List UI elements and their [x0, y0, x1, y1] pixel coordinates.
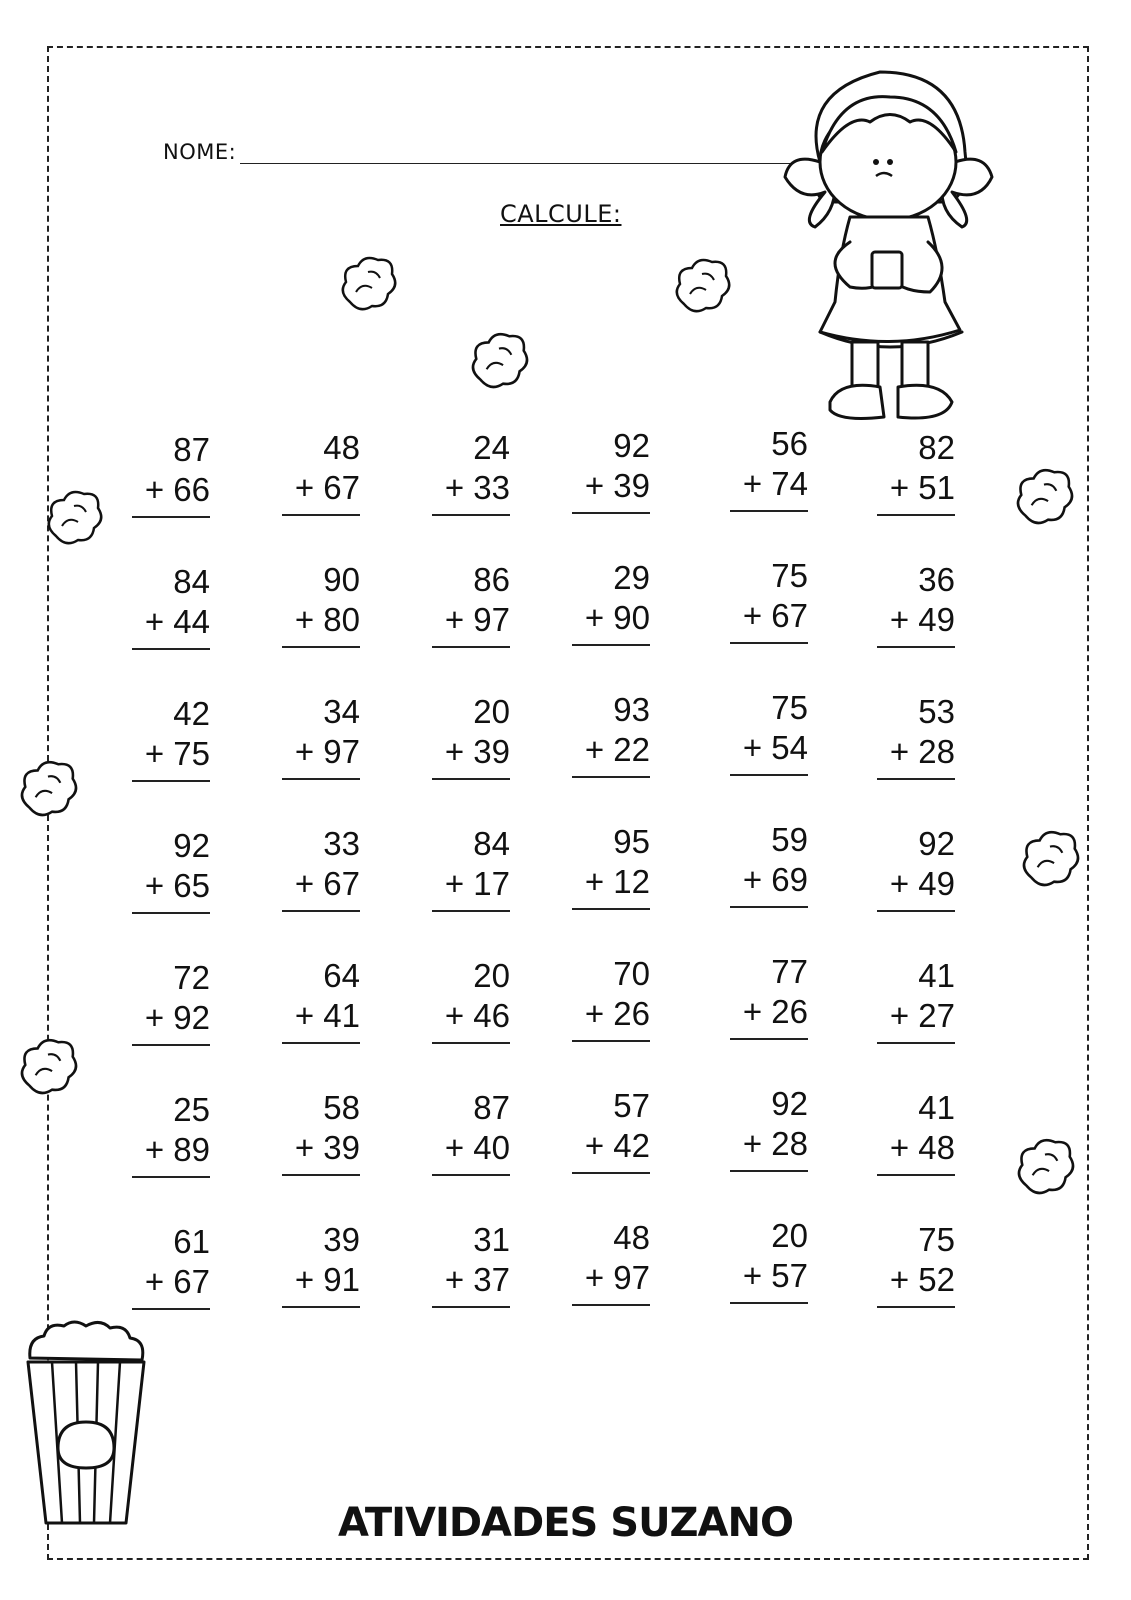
addition-problem: [282, 956, 360, 1044]
problem-grid: [132, 425, 982, 1354]
addition-problem: [132, 1090, 210, 1178]
answer-line[interactable]: [132, 780, 210, 782]
addition-problem: [730, 424, 808, 512]
addition-problem: [877, 692, 955, 780]
answer-line[interactable]: [132, 912, 210, 914]
answer-line[interactable]: [730, 774, 808, 776]
girl-illustration-icon: [780, 52, 1000, 432]
addend-top: 92: [771, 1085, 808, 1122]
addend-bottom: + 67: [742, 597, 808, 634]
addition-problem: [730, 820, 808, 908]
answer-line[interactable]: [282, 646, 360, 648]
addition-problem: [432, 428, 510, 516]
addend-bottom: + 39: [444, 733, 510, 770]
problem-row: [132, 1217, 982, 1354]
answer-line[interactable]: [730, 1302, 808, 1304]
addition-problem: [572, 426, 650, 514]
answer-line[interactable]: [432, 1042, 510, 1044]
addend-bottom: + 17: [444, 865, 510, 902]
addend-top: 58: [323, 1089, 360, 1126]
addend-bottom: + 67: [294, 865, 360, 902]
addend-bottom: + 12: [584, 863, 650, 900]
addition-problem: [132, 562, 210, 650]
addition-problem: [572, 954, 650, 1042]
addition-problem: [132, 1222, 210, 1310]
problem-row: [132, 821, 982, 958]
popcorn-icon: [44, 486, 106, 550]
addend-bottom: + 28: [742, 1125, 808, 1162]
addend-top: 87: [473, 1089, 510, 1126]
answer-line[interactable]: [432, 1306, 510, 1308]
addend-bottom: + 52: [889, 1261, 955, 1298]
addend-bottom: + 97: [584, 1259, 650, 1296]
popcorn-icon: [338, 252, 400, 316]
addend-top: 82: [918, 429, 955, 466]
addition-problem: [132, 826, 210, 914]
addend-bottom: + 27: [889, 997, 955, 1034]
problem-row: [132, 425, 982, 562]
popcorn-icon: [672, 254, 734, 318]
addend-bottom: + 75: [144, 735, 210, 772]
addend-top: 87: [173, 431, 210, 468]
addition-problem: [432, 692, 510, 780]
addend-bottom: + 40: [444, 1129, 510, 1166]
addend-bottom: + 49: [889, 601, 955, 638]
addend-bottom: + 91: [294, 1261, 360, 1298]
answer-line[interactable]: [572, 1304, 650, 1306]
addend-top: 25: [173, 1091, 210, 1128]
name-answer-line[interactable]: [240, 163, 800, 164]
addend-top: 31: [473, 1221, 510, 1258]
addend-top: 20: [473, 693, 510, 730]
addend-bottom: + 39: [294, 1129, 360, 1166]
addend-top: 84: [173, 563, 210, 600]
answer-line[interactable]: [877, 1174, 955, 1176]
addend-top: 59: [771, 821, 808, 858]
answer-line[interactable]: [282, 778, 360, 780]
addition-problem: [282, 692, 360, 780]
addend-top: 70: [613, 955, 650, 992]
addend-top: 36: [918, 561, 955, 598]
addend-top: 42: [173, 695, 210, 732]
addend-top: 61: [173, 1223, 210, 1260]
addend-top: 75: [771, 557, 808, 594]
addition-problem: [282, 560, 360, 648]
addend-bottom: + 90: [584, 599, 650, 636]
addition-problem: [282, 1220, 360, 1308]
addend-bottom: + 46: [444, 997, 510, 1034]
addend-top: 77: [771, 953, 808, 990]
addend-top: 92: [613, 427, 650, 464]
answer-line[interactable]: [730, 906, 808, 908]
addend-bottom: + 49: [889, 865, 955, 902]
popcorn-icon: [16, 1034, 82, 1100]
addend-top: 92: [918, 825, 955, 862]
answer-line[interactable]: [572, 776, 650, 778]
addend-top: 92: [173, 827, 210, 864]
addition-problem: [432, 1220, 510, 1308]
answer-line[interactable]: [572, 908, 650, 910]
addend-top: 34: [323, 693, 360, 730]
answer-line[interactable]: [877, 910, 955, 912]
addition-problem: [282, 1088, 360, 1176]
addend-top: 56: [771, 425, 808, 462]
answer-line[interactable]: [877, 1042, 955, 1044]
addend-bottom: + 41: [294, 997, 360, 1034]
addition-problem: [572, 690, 650, 778]
answer-line[interactable]: [432, 1174, 510, 1176]
addition-problem: [730, 688, 808, 776]
addend-top: 24: [473, 429, 510, 466]
addend-top: 57: [613, 1087, 650, 1124]
answer-line[interactable]: [282, 514, 360, 516]
addition-problem: [730, 952, 808, 1040]
addition-problem: [132, 694, 210, 782]
addition-problem: [877, 1088, 955, 1176]
addend-bottom: + 89: [144, 1131, 210, 1168]
answer-line[interactable]: [282, 1042, 360, 1044]
answer-line[interactable]: [132, 1308, 210, 1310]
popcorn-icon: [1018, 826, 1084, 892]
problem-row: [132, 557, 982, 694]
answer-line[interactable]: [572, 644, 650, 646]
addend-bottom: + 26: [584, 995, 650, 1032]
addend-bottom: + 67: [144, 1263, 210, 1300]
answer-line[interactable]: [282, 1306, 360, 1308]
addend-bottom: + 67: [294, 469, 360, 506]
addition-problem: [730, 556, 808, 644]
addend-top: 72: [173, 959, 210, 996]
addition-problem: [730, 1084, 808, 1172]
addition-problem: [877, 956, 955, 1044]
addition-problem: [432, 560, 510, 648]
addition-problem: [877, 1220, 955, 1308]
addend-top: 41: [918, 957, 955, 994]
addition-problem: [572, 558, 650, 646]
addend-bottom: + 42: [584, 1127, 650, 1164]
addend-top: 86: [473, 561, 510, 598]
addend-top: 41: [918, 1089, 955, 1126]
addition-problem: [877, 824, 955, 912]
addend-top: 95: [613, 823, 650, 860]
problem-row: [132, 953, 982, 1090]
answer-line[interactable]: [572, 1040, 650, 1042]
addend-bottom: + 69: [742, 861, 808, 898]
answer-line[interactable]: [432, 778, 510, 780]
answer-line[interactable]: [730, 642, 808, 644]
answer-line[interactable]: [730, 510, 808, 512]
addend-top: 84: [473, 825, 510, 862]
answer-line[interactable]: [877, 646, 955, 648]
addend-bottom: + 22: [584, 731, 650, 768]
answer-line[interactable]: [730, 1038, 808, 1040]
answer-line[interactable]: [877, 778, 955, 780]
answer-line[interactable]: [572, 1172, 650, 1174]
addend-bottom: + 92: [144, 999, 210, 1036]
addend-bottom: + 33: [444, 469, 510, 506]
addend-top: 75: [918, 1221, 955, 1258]
answer-line[interactable]: [432, 514, 510, 516]
answer-line[interactable]: [432, 646, 510, 648]
addend-bottom: + 97: [444, 601, 510, 638]
addend-bottom: + 65: [144, 867, 210, 904]
popcorn-icon: [468, 328, 532, 394]
addition-problem: [432, 824, 510, 912]
addend-bottom: + 44: [144, 603, 210, 640]
answer-line[interactable]: [282, 1174, 360, 1176]
addition-problem: [572, 1218, 650, 1306]
addition-problem: [432, 956, 510, 1044]
addition-problem: [572, 822, 650, 910]
answer-line[interactable]: [877, 1306, 955, 1308]
addend-top: 48: [323, 429, 360, 466]
name-label: NOME:: [163, 140, 237, 164]
addition-problem: [282, 824, 360, 912]
addition-problem: [132, 958, 210, 1046]
answer-line[interactable]: [282, 910, 360, 912]
addend-top: 20: [771, 1217, 808, 1254]
addend-bottom: + 57: [742, 1257, 808, 1294]
addition-problem: [877, 428, 955, 516]
answer-line[interactable]: [132, 1044, 210, 1046]
addend-top: 48: [613, 1219, 650, 1256]
addend-bottom: + 28: [889, 733, 955, 770]
addend-top: 29: [613, 559, 650, 596]
answer-line[interactable]: [132, 648, 210, 650]
addend-bottom: + 48: [889, 1129, 955, 1166]
popcorn-icon: [16, 756, 82, 822]
addend-top: 53: [918, 693, 955, 730]
problem-row: [132, 689, 982, 826]
addend-top: 93: [613, 691, 650, 728]
addition-problem: [730, 1216, 808, 1304]
addend-bottom: + 39: [584, 467, 650, 504]
answer-line[interactable]: [877, 514, 955, 516]
addend-top: 90: [323, 561, 360, 598]
addend-top: 20: [473, 957, 510, 994]
addition-problem: [132, 430, 210, 518]
problem-row: [132, 1085, 982, 1222]
addend-top: 64: [323, 957, 360, 994]
answer-line[interactable]: [132, 1176, 210, 1178]
addend-bottom: + 54: [742, 729, 808, 766]
addition-problem: [432, 1088, 510, 1176]
addend-top: 75: [771, 689, 808, 726]
addend-bottom: + 97: [294, 733, 360, 770]
answer-line[interactable]: [132, 516, 210, 518]
popcorn-icon: [1012, 464, 1078, 530]
addend-bottom: + 26: [742, 993, 808, 1030]
addend-top: 33: [323, 825, 360, 862]
addend-top: 39: [323, 1221, 360, 1258]
brand-footer: ATIVIDADES SUZANO: [337, 1500, 793, 1546]
addend-bottom: + 80: [294, 601, 360, 638]
addition-problem: [877, 560, 955, 648]
addition-problem: [572, 1086, 650, 1174]
addend-bottom: + 51: [889, 469, 955, 506]
addition-problem: [282, 428, 360, 516]
addend-bottom: + 37: [444, 1261, 510, 1298]
instruction-title: CALCULE:: [500, 200, 622, 228]
addend-bottom: + 74: [742, 465, 808, 502]
answer-line[interactable]: [572, 512, 650, 514]
popcorn-icon: [1012, 1134, 1080, 1200]
addend-bottom: + 66: [144, 471, 210, 508]
answer-line[interactable]: [432, 910, 510, 912]
answer-line[interactable]: [730, 1170, 808, 1172]
